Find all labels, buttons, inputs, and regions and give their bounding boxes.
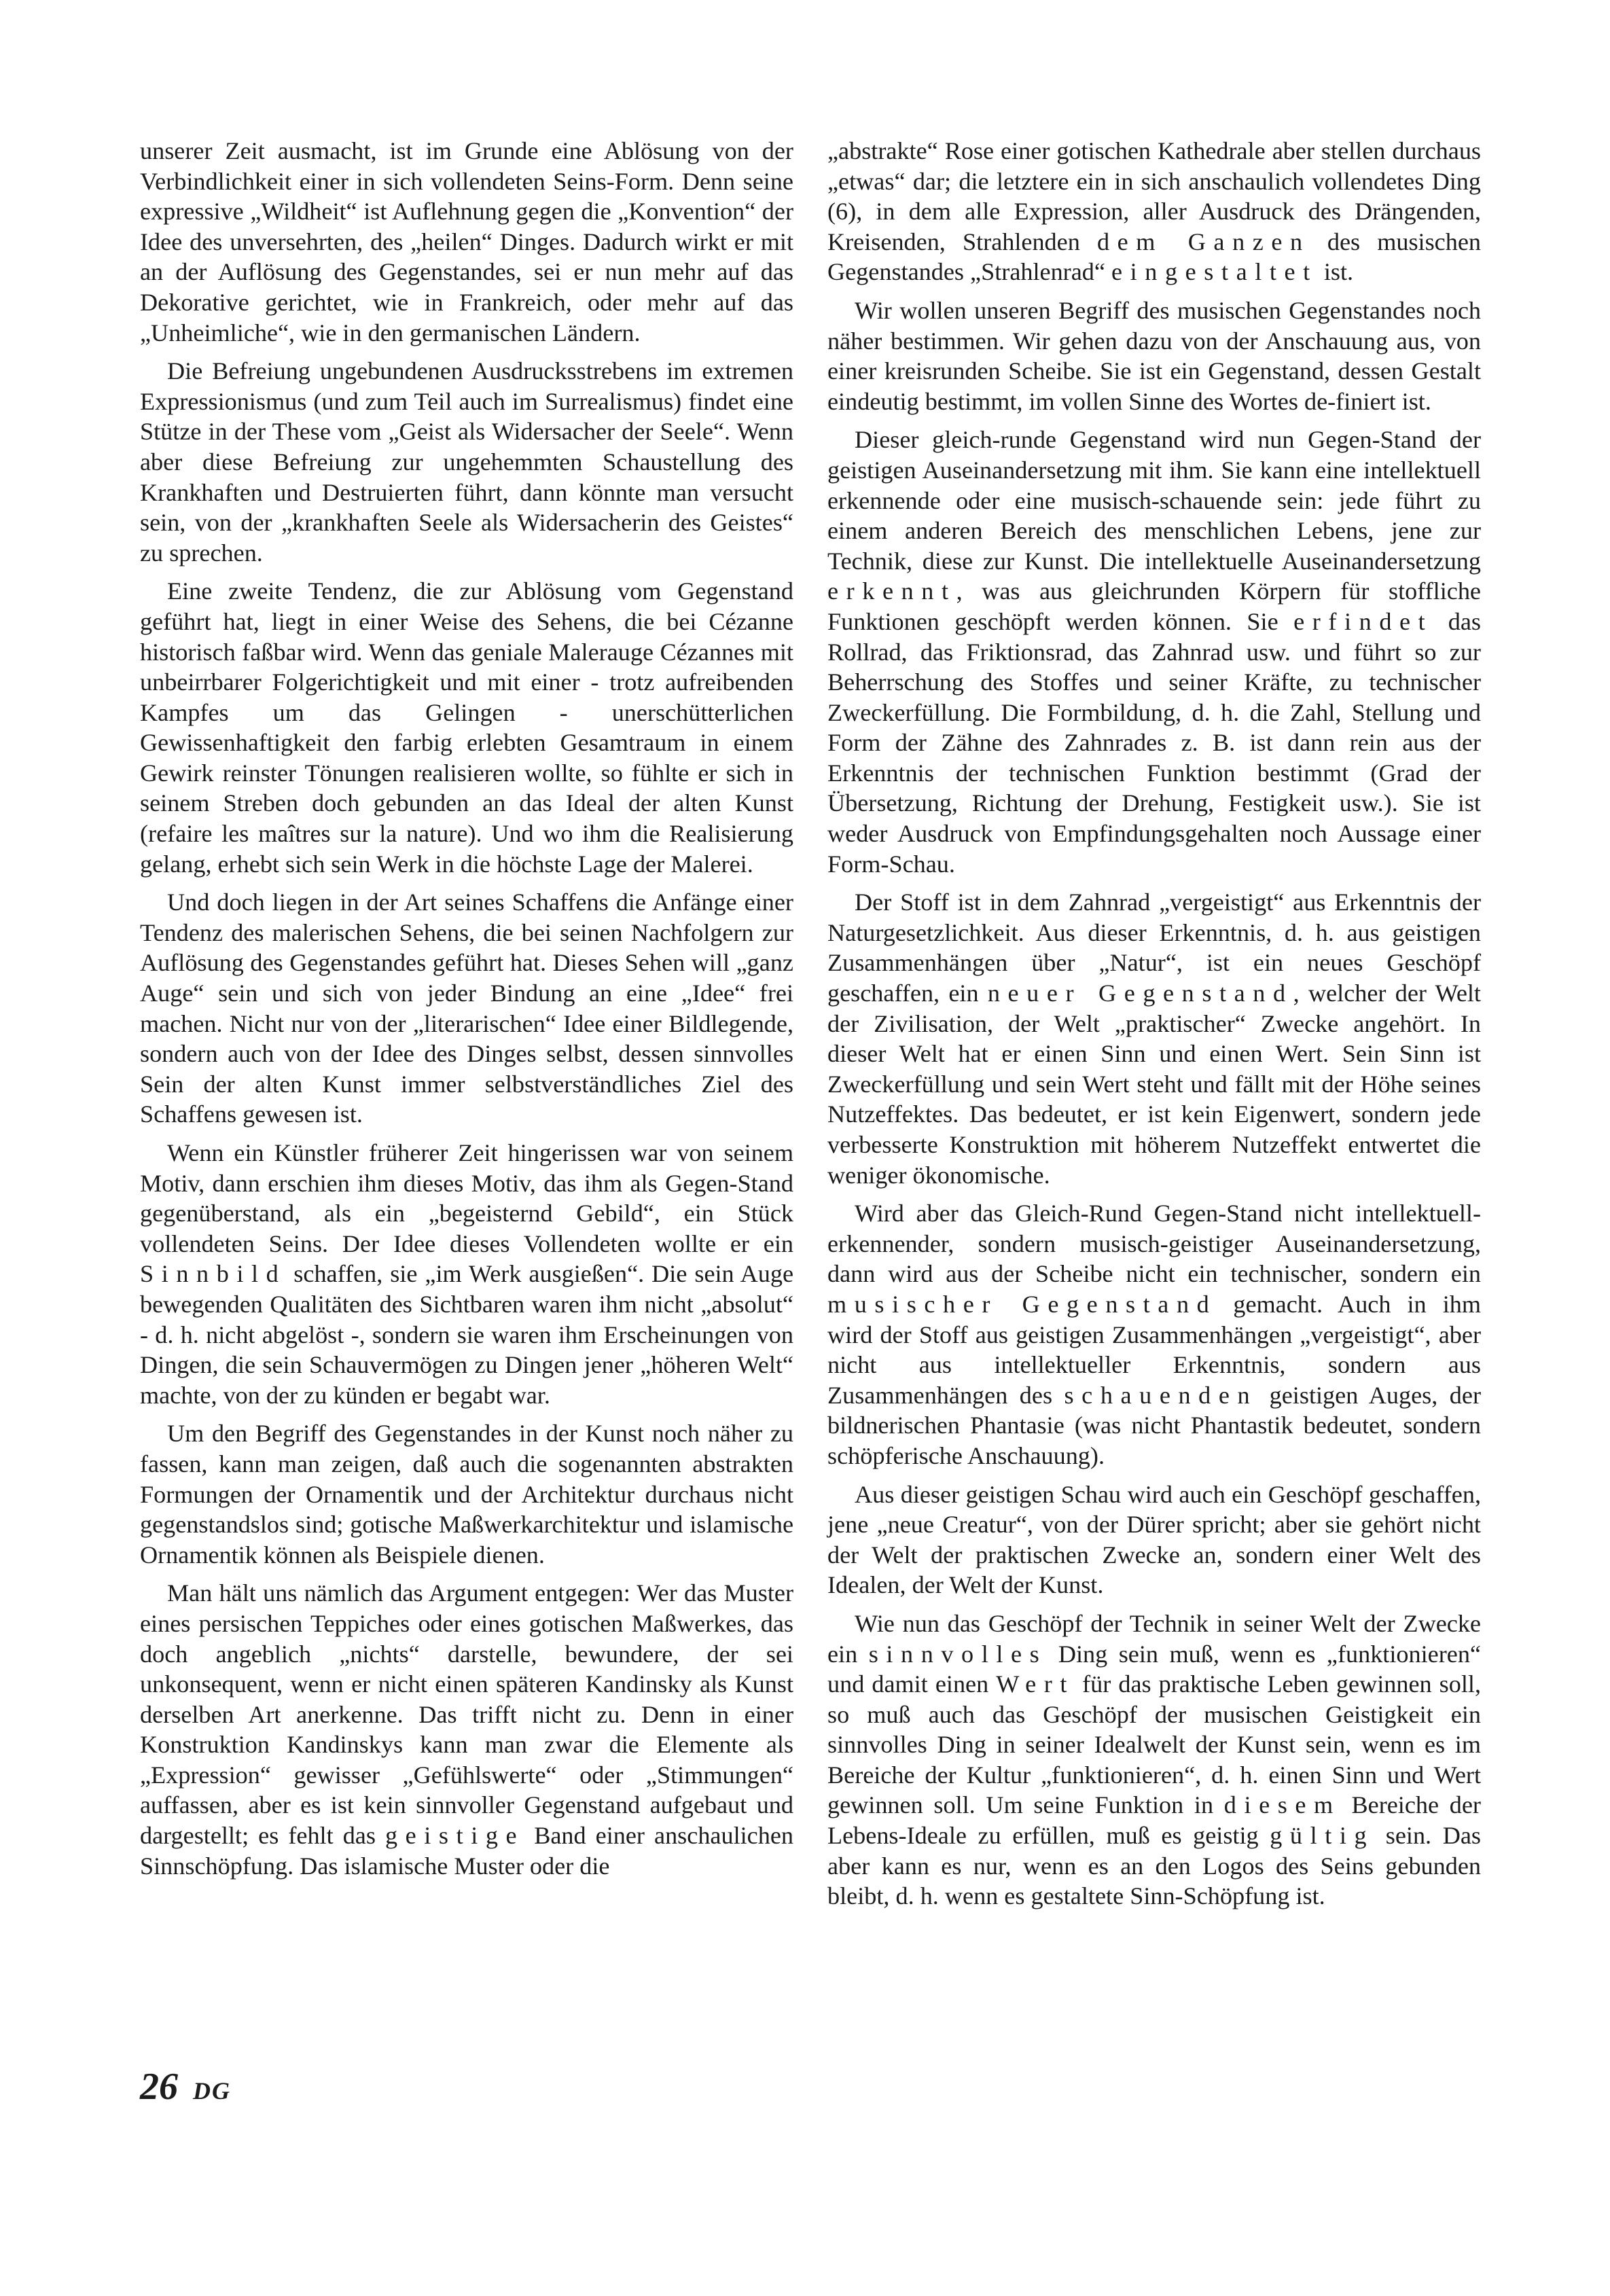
paragraph: Wir wollen unseren Begriff des musischen Gegenstandes noch näher bestimmen. Wir gehen dazu von der Anschauung aus, von einer kreisrunden Scheibe. Sie ist ein Gegenstand, dessen Gestalt eindeutig bestimmt, im vollen Sinne des Wortes de-finiert ist. [827,296,1481,415]
paragraph: Die Befreiung ungebundenen Ausdrucksstrebens im extremen Expressionismus (und zum Teil auch im Surrealismus) findet eine Stütze in der These vom „Geist als Widersacher der Seele“. Wenn aber diese Befreiung zur ungehemmten Schaustellung des Krankhaften und Destruierten führt, dann könnte man versucht sein, von der „krankhaften Seele als Widersacherin des Geistes“ zu sprechen. [140,357,793,567]
paragraph [827,1609,1481,1912]
spaced-emphasis: sinnvolles [868,1640,1048,1668]
page-number: 26 [140,2066,178,2108]
text-run: Wird aber das Gleich-Rund Gegen-Stand nicht intellektuell-erkennender, sondern musisch-geistiger Auseinandersetzung, dann wird aus der Scheibe nicht ein technischer, sondern ein [827,1200,1481,1288]
paragraph [827,425,1481,879]
text-run: schaffen, sie „im Werk ausgießen“. Die sein Auge bewegenden Qualitäten des Sichtbaren waren ihm nicht „absolut“ - d. h. nicht abgelöst -, sondern sie waren ihm Erscheinungen von Dingen, die sein Schauvermögen zu Dingen jener „höheren Welt“ machte, von der zu künden er begabt war. [140,1260,793,1409]
text-run: geistigen Auges, der bildnerischen Phantasie (was nicht Phantastik bedeutet, sondern schöpferische Anschauung). [827,1381,1481,1469]
text-run: , welcher der Welt der Zivilisation, der Welt „praktischer“ Zwecke angehört. In dieser Welt hat er einen Sinn und einen Wert. Sein Sinn ist Zweckerfüllung und sein Wert steht und fällt mit der Höhe seines Nutzeffektes. Das bedeutet, er ist kein Eigenwert, sondern jede verbesserte Konstruktion mit höherem Nutzeffekt entwertet die weniger ökonomische. [827,980,1481,1189]
spaced-emphasis: geistige [384,1822,525,1850]
paragraph [827,887,1481,1190]
text-run: Band einer anschaulichen Sinnschöpfung. Das islamische Muster oder die [140,1822,793,1880]
text-run: des musischen Gegenstandes „Strahlenrad“ [827,228,1481,286]
spaced-emphasis: musischer Gegenstand [827,1290,1217,1318]
journal-mark: DG [193,2077,231,2104]
text-run: , was aus gleichrunden Körpern für stoffliche Funktionen geschöpft werden können. Sie [827,577,1481,635]
text-run: Wie nun das Geschöpf der Technik in seiner Welt der Zwecke ein [827,1609,1481,1668]
text-run: Wenn ein Künstler früherer Zeit hingerissen war von seinem Motiv, dann erschien ihm dieses Motiv, das ihm als Gegen-Stand gegenüberstand, als ein „begeisternd Gebild“, ein Stück vollendeten Seins. Der Idee dieses Vollendeten wollte er ein [140,1139,793,1257]
paragraph: Eine zweite Tendenz, die zur Ablösung vom Gegenstand geführt hat, liegt in einer Weise des Sehens, die bei Cézanne historisch faßbar wird. Wenn das geniale Malerauge Cézannes mit unbeirrbarer Folgerichtigkeit und mit einer - trotz aufreibenden Kampfes um das Gelingen - unerschütterlichen Gewissenhaftigkeit den farbig erlebten Gesamtraum in einem Gewirk reinster Tönungen realisieren wollte, so fühlte er sich in seinem Streben doch gebunden an das Ideal der alten Kunst (refaire les maîtres sur la nature). Und wo ihm die Realisierung gelang, erhebt sich sein Werk in die höchste Lage der Malerei. [140,577,793,878]
page-footer [140,2065,231,2109]
spaced-emphasis: neuer Gegenstand [987,980,1293,1007]
text-run: Bereiche der Lebens-Ideale zu erfüllen, muß es geistig [827,1791,1481,1850]
paragraph: Um den Begriff des Gegenstandes in der Kunst noch näher zu fassen, kann man zeigen, daß auch die sogenannten abstrakten Formungen der Ornamentik und der Architektur durchaus nicht gegenstandslos sind; gotische Maßwerkarchitektur und islamische Ornamentik können als Beispiele dienen. [140,1420,793,1568]
text-run: gemacht. Auch in ihm wird der Stoff aus geistigen Zusammenhängen „vergeistigt“, aber nicht aus intellektueller Erkenntnis, sondern aus Zusammenhängen des [827,1290,1482,1409]
paragraph [140,1578,793,1881]
text-run: „abstrakte“ Rose einer gotischen Kathedrale aber stellen durchaus „etwas“ dar; die letztere ein in sich anschaulich vollendetes Ding (6), in dem alle Expression, aller Ausdruck des Drängenden, Kreisenden, Strahlenden [827,137,1481,255]
spaced-emphasis: schauenden [1064,1381,1258,1409]
paragraph: unserer Zeit ausmacht, ist im Grunde eine Ablösung von der Verbindlichkeit einer in sich vollendeten Seins-Form. Denn seine expressive „Wildheit“ ist Auflehnung gegen die „Konvention“ der Idee des unversehrten, des „heilen“ Dinges. Dadurch wirkt er mit an der Auflösung des Gegenstandes, sei er nun mehr auf das Dekorative gerichtet, wie in Frankreich, oder mehr auf das „Unheimliche“, wie in den germanischen Ländern. [140,137,793,346]
spaced-emphasis: erkennt [827,577,956,605]
text-run: Man hält uns nämlich das Argument entgegen: Wer das Muster eines persischen Teppiches oder eines gotischen Maßwerkes, das doch angeblich „nichts“ darstelle, bewundere, der sei unkonsequent, wenn er nicht einen späteren Kandinsky als Kunst derselben Art anerkenne. Das trifft nicht zu. Denn in einer Konstruktion Kandinskys kann man zwar die Elemente als „Expression“ gewisser „Gefühlswerte“ oder „Stimmungen“ auffassen, aber es ist kein sinnvoller Gegenstand aufgebaut und dargestellt; es fehlt das [140,1579,793,1850]
spaced-emphasis: Sinnbild [140,1260,287,1288]
spaced-emphasis: erfindet [1293,607,1433,635]
paragraph [827,136,1481,287]
left-column [140,136,793,1889]
paragraph: Und doch liegen in der Art seines Schaffens die Anfänge einer Tendenz des malerischen Sehens, die bei seinen Nachfolgern zur Auflösung des Gegenstandes geführt hat. Dieses Sehen will „ganz Auge“ sein und sich von jeder Bindung an eine „Idee“ frei machen. Nicht nur von der „literarischen“ Idee einer Bildlegende, sondern auch von der Idee des Dinges selbst, dessen sinnvolles Sein der alten Kunst immer selbstverständliches Ziel des Schaffens gewesen ist. [140,889,793,1128]
text-run: für das praktische Leben gewinnen soll, so muß auch das Geschöpf der musischen Geistigkeit ein sinnvolles Ding in seiner Idealwelt der Kunst sein, wenn es im Bereiche der Kultur „funktionieren“, d. h. einen Sinn und Wert gewinnen soll. Um seine Funktion in [827,1670,1482,1819]
text-run: Dieser gleich-runde Gegenstand wird nun Gegen-Stand der geistigen Auseinandersetzung mit ihm. Sie kann eine intellektuell erkennende oder eine musisch-schauende sein: jede führt zu einem anderen Bereich des menschlichen Lebens, jene zur Technik, diese zur Kunst. Die intellektuelle Auseinandersetzung [827,426,1481,575]
paragraph [140,1138,793,1410]
text-run: Ding sein muß, wenn es „funktionieren“ und damit einen [827,1640,1481,1698]
right-column [827,136,1481,1920]
paragraph [827,1198,1481,1471]
spaced-emphasis: eingestaltet [1111,258,1318,286]
spaced-emphasis: diesem [1223,1791,1341,1819]
spaced-emphasis: Wert [996,1670,1075,1698]
text-run: das Rollrad, das Friktionsrad, das Zahnrad usw. und führt so zur Beherrschung des Stoffes und seiner Kräfte, zu technischer Zweckerfüllung. Die Formbildung, d. h. die Zahl, Stellung und Form der Zähne des Zahnrades z. B. ist dann rein aus der Erkenntnis der technischen Funktion bestimmt (Grad der Übersetzung, Richtung der Drehung, Festigkeit usw.). Sie ist weder Ausdruck von Empfindungsgehalten noch Aussage einer Form-Schau. [827,607,1481,878]
text-run: ist. [1317,258,1354,286]
spaced-emphasis: dem Ganzen [1096,228,1310,255]
text-run: Der Stoff ist in dem Zahnrad „vergeistigt“ aus Erkenntnis der Naturgesetzlichkeit. Aus dieser Erkenntnis, d. h. aus geistigen Zusammenhängen über „Natur“, ist ein neues Geschöpf geschaffen, ein [827,889,1481,1007]
spaced-emphasis: gültig [1270,1822,1375,1850]
paragraph: Aus dieser geistigen Schau wird auch ein Geschöpf geschaffen, jene „neue Creatur“, von der Dürer spricht; aber sie gehört nicht der Welt der praktischen Zwecke an, sondern einer Welt des Idealen, der Welt der Kunst. [827,1480,1481,1599]
text-run: sein. Das aber kann es nur, wenn es an den Logos des Seins gebunden bleibt, d. h. wenn es gestaltete Sinn-Schöpfung ist. [827,1822,1481,1910]
